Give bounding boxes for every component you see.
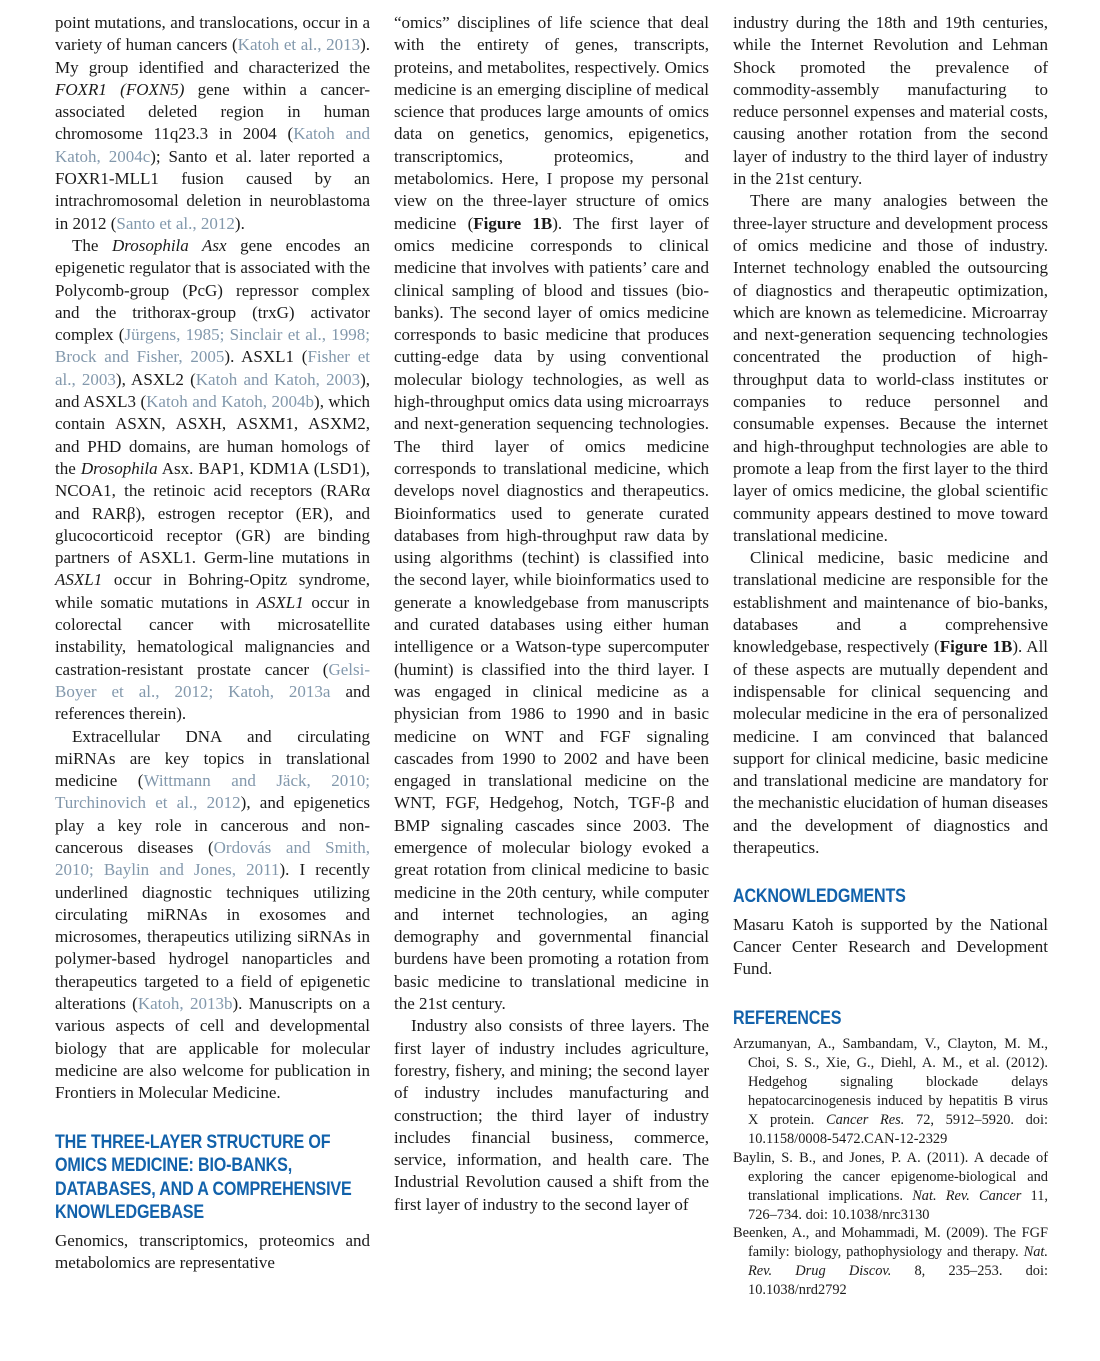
reference-entry (733, 1035, 1048, 1148)
citation-link[interactable]: Katoh and Katoh, 2003 (195, 369, 361, 389)
citation-link[interactable]: Katoh and Katoh, 2004b (146, 392, 315, 412)
text-run: ), which contain ASXN, ASXH, ASXM1, ASXM2, and PHD domains, are human homologs of the (55, 392, 370, 478)
paragraph (394, 1015, 709, 1216)
italic-term: Drosophila (80, 458, 158, 478)
reference-entry (733, 1224, 1048, 1300)
italic-term: Cancer Res. (826, 1111, 905, 1128)
text-run: ), and ASXL3 ( (55, 369, 370, 412)
figure-reference: Figure 1B (939, 637, 1013, 657)
citation-link[interactable]: Katoh et al., 2013 (237, 35, 361, 55)
text-run: ). ASXL1 ( (224, 347, 308, 367)
text-run: ); Santo et al. later reported a FOXR1-MLL1 fusion caused by an intrachromosomal deletion in neuroblastoma in 2012 ( (55, 146, 371, 233)
paragraph (55, 1230, 370, 1275)
text-run: Asx. BAP1, KDM1A (LSD1), NCOA1, the retinoic acid receptors (RARα and RARβ), estrogen receptor (ER), and glucocorticoid receptor (GR) are binding partners of ASXL1. Germ-line mutations in (55, 458, 370, 568)
text-run: 72, 5912–5920. doi: 10.1158/0008-5472.CAN-12-2329 (748, 1111, 1049, 1147)
paragraph (733, 12, 1048, 190)
paragraph (55, 726, 370, 1105)
text-run: industry during the 18th and 19th centuries, while the Internet Revolution and Lehman Shock promoted the prevalence of commodity-assembly manufacturing to reduce personnel expenses and material costs, causing another rotation from the second layer of industry to the third layer of industry in the 21st century. (733, 13, 1048, 189)
citation-link[interactable]: Ordovás and Smith, 2010; Baylin and Jones, 2011 (55, 837, 370, 880)
column-3 (733, 12, 1048, 1300)
section-heading: REFERENCES (733, 1007, 842, 1029)
italic-term: ASXL1 (55, 570, 103, 590)
text-run: and references therein). (55, 681, 370, 724)
text-run: gene within a cancer-associated deleted region in human chromosome 11q23.3 in 2004 ( (55, 79, 370, 144)
paragraph (394, 12, 709, 1015)
italic-term: ASXL1 (256, 592, 304, 612)
italic-term: Drosophila Asx (111, 235, 227, 255)
text-run: point mutations, and translocations, occur in a variety of human cancers ( (55, 13, 370, 55)
text-run: ). Manuscripts on a various aspects of cell and developmental biology that are applicable for molecular medicine are also welcome for publication in Frontiers in Molecular Medicine. (55, 994, 370, 1103)
italic-term: Nat. Rev. Drug Discov. (748, 1244, 1048, 1280)
text-run: occur in colorectal cancer with microsatellite instability, hematological malignancies and castration-resistant prostate cancer ( (55, 592, 370, 679)
text-run: The (72, 235, 112, 255)
columns-container (55, 12, 1048, 1300)
paragraph (55, 12, 370, 235)
paragraph (733, 190, 1048, 547)
text-run: ). My group identified and characterized the (55, 35, 370, 77)
text-run: Masaru Katoh is supported by the National Cancer Center Research and Development Fund. (733, 914, 1048, 979)
citation-link[interactable]: Gelsi-Boyer et al., 2012; Katoh, 2013a (55, 659, 370, 701)
citation-link[interactable]: Katoh and Katoh, 2004c (55, 124, 370, 166)
text-run: ). (234, 213, 245, 233)
citation-link[interactable]: Fisher et al., 2003 (55, 347, 370, 389)
text-run: occur in Bohring-Opitz syndrome, while somatic mutations in (55, 570, 370, 612)
section-heading: ACKNOWLEDGMENTS (733, 886, 906, 908)
text-run: Extracellular DNA and circulating miRNAs are key topics in translational medicine ( (55, 726, 370, 791)
citation-link[interactable]: Jürgens, 1985; Sinclair et al., 1998; Brock and Fisher, 2005 (55, 325, 370, 367)
paragraph (733, 914, 1048, 981)
text-run: ). The first layer of omics medicine corresponds to clinical medicine that involves with patients’ care and clinical sampling of blood and tissues (bio-banks). The second layer of omics medicine corresponds to basic medicine that produces cutting-edge data by using conventional molecular biology technologies, as well as high-throughput omics data using microarrays and next-generation sequencing technologies. The third layer of omics medicine corresponds to translational medicine, which develops novel diagnostics and therapeutics. Bioinformatics used to generate curated databases from high-throughput raw data by using algorithms (techint) is classified into the second layer, while bioinformatics used to generate a knowledgebase from manuscripts and curated databases using either human intelligence or a Watson-type supercomputer (humint) is classified into the third layer. I was engaged in clinical medicine as a physician from 1986 to 1990 and in basic medicine on WNT and FGF signaling cascades from 1990 to 2002 and have been engaged in translational medicine on the WNT, FGF, Hedgehog, Notch, TGF-β and BMP signaling cascades since 2003. The emergence of molecular biology evoked a great rotation from clinical medicine to basic medicine in the 20th century, while computer and internet technologies, an aging demography and governmental financial burdens have been promoting a rotation from basic medicine to translational medicine in the 21st century. (394, 213, 709, 1014)
text-run: Arzumanyan, A., Sambandam, V., Clayton, M. M., Choi, S. S., Xie, G., Diehl, A. M., et al. (2012). Hedgehog signaling blockade delays hepatocarcinogenesis induced by hepatitis B virus X protein. (733, 1036, 1048, 1128)
text-run: “omics” disciplines of life science that deal with the entirety of genes, transcripts, proteins, and metabolites, respectively. Omics medicine is an emerging discipline of medical science that produces large amounts of omics data on genetics, genomics, epigenetics, transcriptomics, proteomics, and metabolomics. Here, I propose my personal view on the three-layer structure of omics medicine ( (394, 13, 709, 233)
citation-link[interactable]: Wittmann and Jäck, 2010; Turchinovich et al., 2012 (55, 771, 370, 813)
reference-entry (733, 1149, 1048, 1225)
italic-term: Nat. Rev. Cancer (912, 1187, 1022, 1204)
text-run: Beenken, A., and Mohammadi, M. (2009). The FGF family: biology, pathophysiology and therapy. (733, 1225, 1048, 1261)
text-run: ). All of these aspects are mutually dependent and indispensable for clinical sequencing and molecular medicine in the era of personalized medicine. I am convinced that balanced support for clinical medicine, basic medicine and translational medicine are mandatory for the mechanistic elucidation of human diseases and the development of diagnostics and therapeutics. (733, 637, 1049, 857)
italic-term: FOXR1 (FOXN5) (55, 79, 185, 99)
text-run: ), and epigenetics play a key role in cancerous and non-cancerous diseases ( (55, 793, 370, 857)
text-run: ), ASXL2 ( (115, 369, 196, 389)
text-run: Baylin, S. B., and Jones, P. A. (2011). A decade of exploring the cancer epigenome-biological and translational implications. (733, 1149, 1048, 1204)
citation-link[interactable]: Santo et al., 2012 (116, 213, 235, 233)
text-run: 11, 726–734. doi: 10.1038/nrc3130 (748, 1187, 1048, 1223)
figure-reference: Figure 1B (473, 213, 553, 233)
citation-link[interactable]: Katoh, 2013b (137, 994, 233, 1014)
paragraph (733, 547, 1048, 859)
text-run: Industry also consists of three layers. The first layer of industry includes agriculture, forestry, fishery, and mining; the second layer of industry includes manufacturing and construction; the third layer of industry includes financial business, commerce, service, information, and health care. The Industrial Revolution caused a shift from the first layer of industry to the second layer of (394, 1016, 709, 1214)
column-2 (394, 12, 709, 1300)
text-run: ). I recently underlined diagnostic techniques utilizing circulating miRNAs in exosomes and microsomes, therapeutics utilizing siRNAs in polymer-based hydrogel nanoparticles and therapeutics targeted to a field of epigenetic alterations ( (55, 860, 370, 1014)
section-heading: THE THREE-LAYER STRUCTURE OF OMICS MEDICINE: BIO-BANKS, DATABASES, AND A COMPREHENSIVE KNOWLEDGEBASE (55, 1131, 352, 1224)
text-run: Genomics, transcriptomics, proteomics and metabolomics are representative (55, 1230, 370, 1273)
text-run: gene encodes an epigenetic regulator that is associated with the Polycomb-group (PcG) repressor complex and the trithorax-group (trxG) activator complex ( (55, 235, 371, 345)
paragraph (55, 235, 370, 726)
text-run: Clinical medicine, basic medicine and translational medicine are responsible for the establishment and maintenance of bio-banks, databases and a comprehensive knowledgebase, respectively ( (733, 548, 1048, 657)
text-run: There are many analogies between the three-layer structure and development process of omics medicine and those of industry. Internet technology enabled the outsourcing of diagnostics and therapeutic optimization, which are known as telemedicine. Microarray and next-generation sequencing technologies concentrated the production of high-throughput data to world-class institutes or companies to reduce personnel and consumable expenses. Because the internet and high-throughput technologies are able to promote a leap from the first layer to the third layer of omics medicine, the global scientific community appears destined to move toward translational medicine. (733, 191, 1048, 545)
column-1 (55, 12, 370, 1300)
text-run: 8, 235–253. doi: 10.1038/nrd2792 (748, 1263, 1048, 1299)
